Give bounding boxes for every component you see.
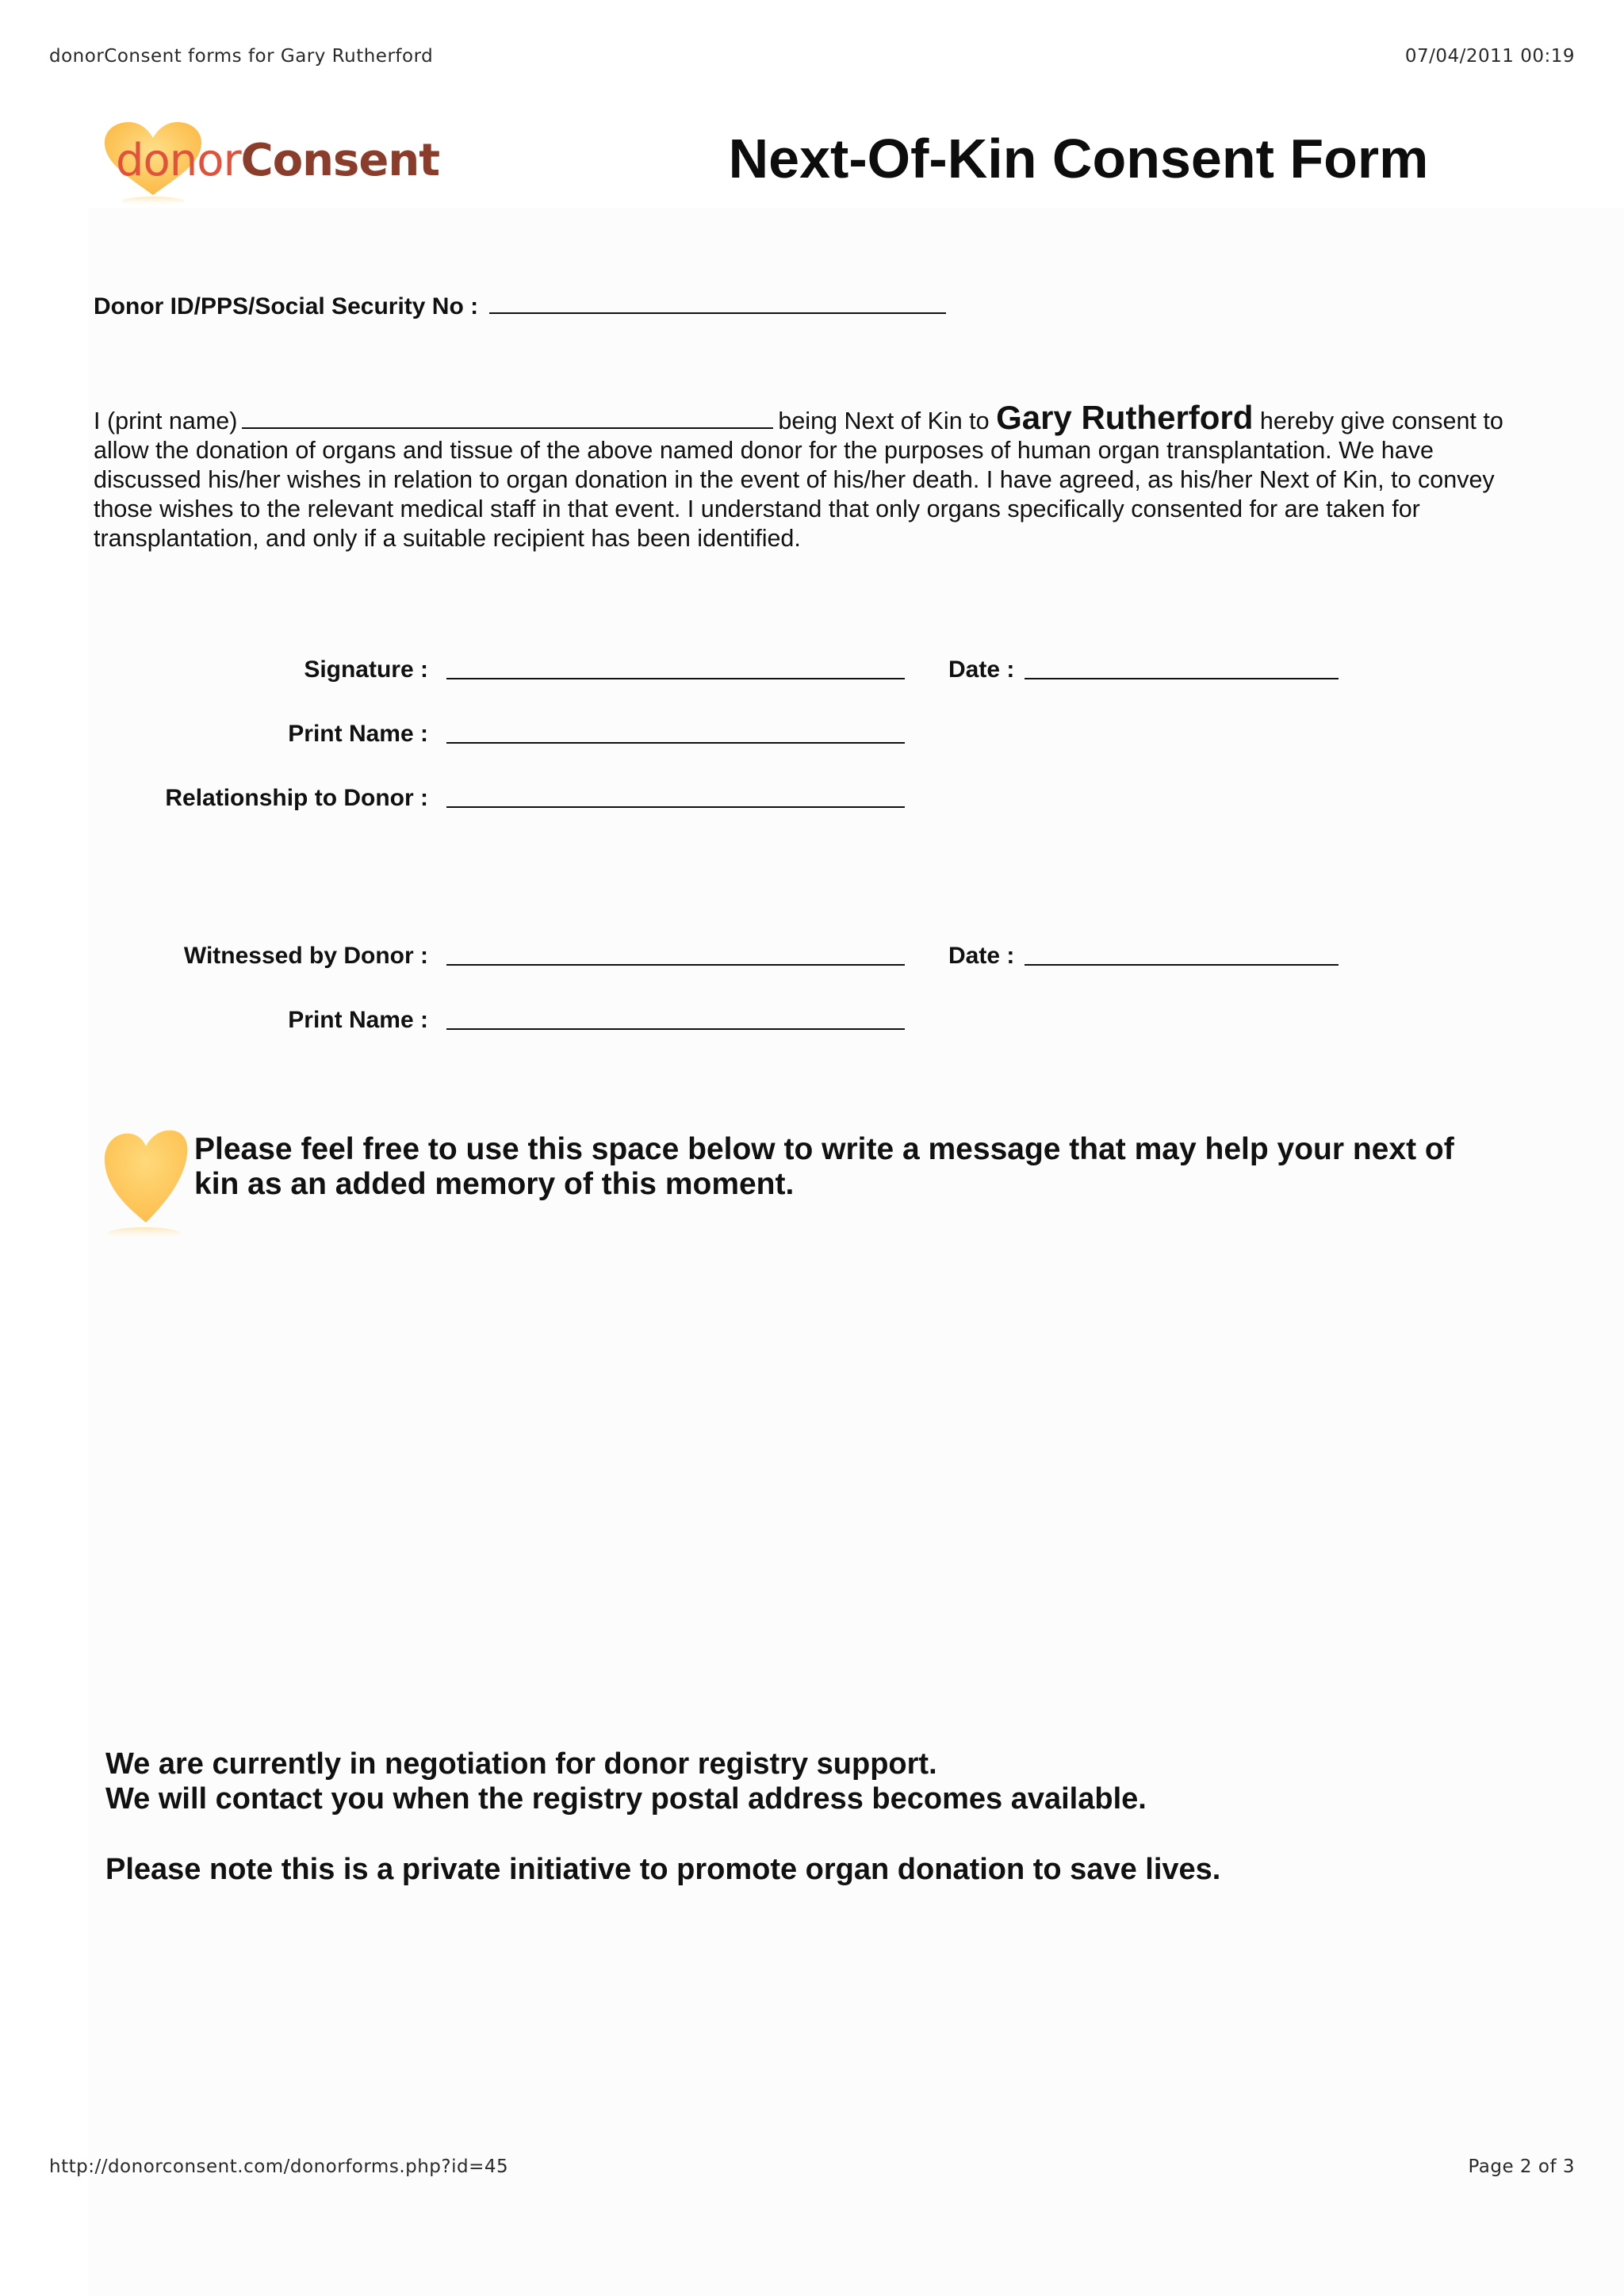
print-footer-url: http://donorconsent.com/donorforms.php?id=45 [49,2156,509,2177]
donorconsent-logo [94,119,439,206]
date-label: Date : [948,656,1015,683]
para-rest: hereby give consent to allow the donation of organs and tissue of the above named donor for the purposes of human organ transplantation. We have discussed his/her wishes in relation to organ donation in the event of his/her death. I have agreed, as his/her Next of Kin, to convey those wishes to the relevant medical staff in that event. I understand that only organs specifically consented for are taken for transplantation, and only if a suitable recipient has been identified. [94,408,1503,552]
print-name-field[interactable] [446,742,905,744]
signature-label: Signature : [304,656,428,683]
print-header-datetime: 07/04/2011 00:19 [1404,46,1575,67]
notice-line-3: Please note this is a private initiative to promote organ donation to save lives. [105,1853,1221,1886]
witness-print-name-label: Print Name : [288,1007,428,1033]
next-of-kin-name-field[interactable] [242,408,773,429]
witness-date-label: Date : [948,943,1015,969]
date-field[interactable] [1025,678,1339,679]
logo-text-consent: Consent [240,135,439,186]
print-header-title: donorConsent forms for Gary Rutherford [49,46,434,67]
signature-field[interactable] [446,678,905,679]
donor-id-field[interactable] [489,290,946,314]
print-footer-page: Page 2 of 3 [1468,2156,1575,2177]
donor-name: Gary Rutherford [996,399,1254,436]
relationship-field[interactable] [446,806,905,808]
relationship-label: Relationship to Donor : [165,785,428,811]
page-title: Next-Of-Kin Consent Form [728,128,1429,189]
notice-line-2: We will contact you when the registry postal address becomes available. [105,1782,1147,1816]
witness-print-name-field[interactable] [446,1028,905,1030]
consent-paragraph [94,399,1545,553]
logo-text-donor: donor [116,135,241,186]
donor-id-row [94,290,946,320]
donor-id-label: Donor ID/PPS/Social Security No : [94,293,479,320]
para-mid: being Next of Kin to [778,408,990,434]
logo-wordmark [116,135,439,186]
notice-line-1: We are currently in negotiation for donor registry support. [105,1747,937,1781]
witness-label: Witnessed by Donor : [183,943,428,969]
para-start: I (print name) [94,408,238,434]
registry-notice [105,1747,1533,1887]
message-prompt: Please feel free to use this space below to write a message that may help your next of kin as an added memory of this moment. [194,1132,1454,1201]
witness-date-field[interactable] [1025,964,1339,966]
heart-icon [97,1126,192,1245]
witness-field[interactable] [446,964,905,966]
print-name-label: Print Name : [288,721,428,747]
message-area[interactable] [194,1237,1463,1697]
